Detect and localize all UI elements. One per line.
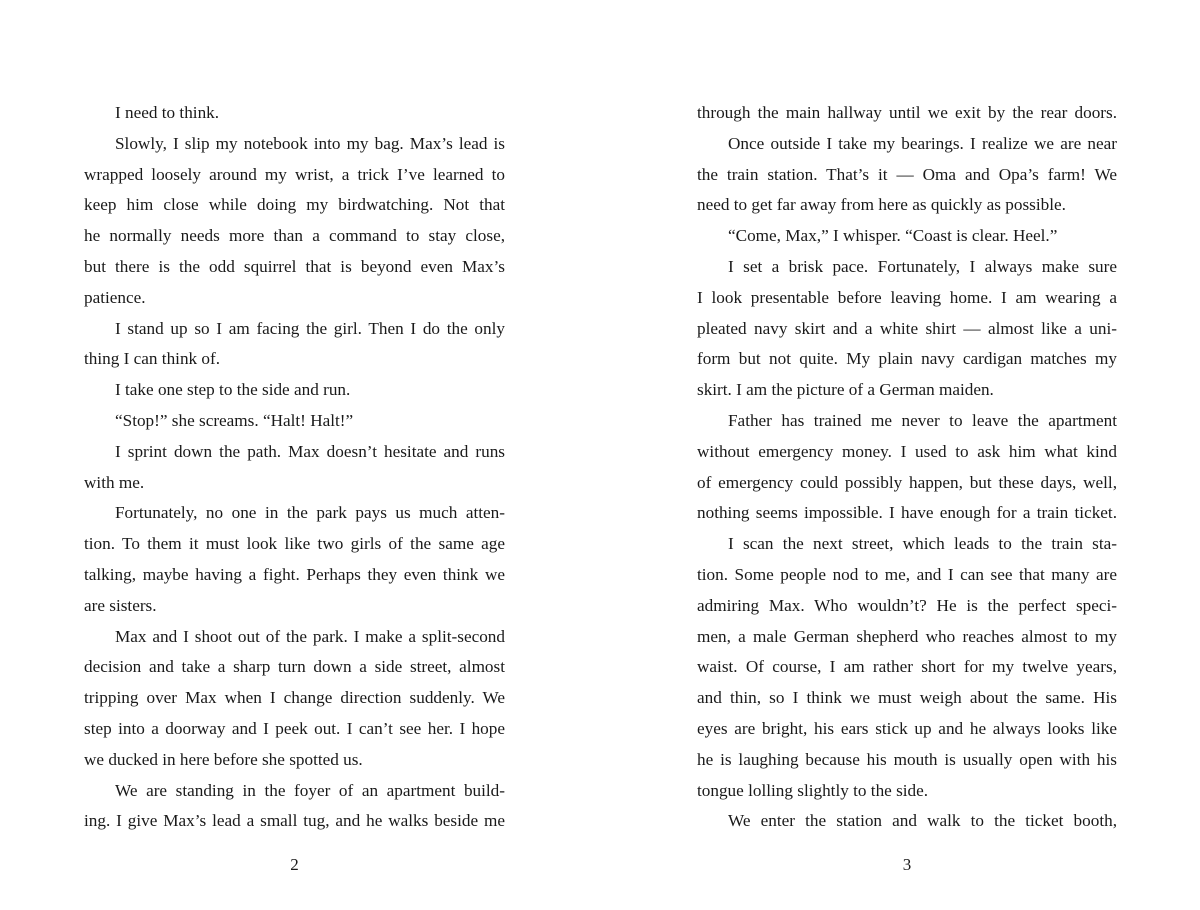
text-line: pleated navy skirt and a white shirt — almost like a uni-: [697, 318, 1117, 338]
text-line: Max and I shoot out of the park. I make a split-second: [115, 626, 505, 646]
text-line: Fortunately, no one in the park pays us much atten-: [115, 503, 505, 523]
text-line: nothing seems impossible. I have enough for a train ticket.: [697, 503, 1117, 523]
text-line: keep him close while doing my birdwatching. Not that: [84, 195, 505, 215]
text-line: I stand up so I am facing the girl. Then I do the only: [115, 318, 505, 338]
text-line: patience.: [84, 287, 146, 307]
text-line: I need to think.: [115, 103, 220, 122]
text-line: Once outside I take my bearings. I realize we are near: [728, 133, 1117, 153]
text-line: and thin, so I think we must weigh about the same. His: [697, 688, 1117, 708]
text-line: We are standing in the foyer of an apartment build-: [115, 780, 505, 800]
text-line: tripping over Max when I change direction suddenly. We: [84, 688, 505, 708]
text-line: decision and take a sharp turn down a side street, almost: [84, 657, 505, 677]
text-line: Slowly, I slip my notebook into my bag. Max’s lead is: [115, 133, 505, 153]
text-line: tion. To them it must look like two girls of the same age: [84, 534, 505, 554]
text-line: through the main hallway until we exit by the rear doors.: [697, 103, 1117, 122]
text-line: without emergency money. I used to ask him what kind: [697, 441, 1117, 461]
text-line: We enter the station and walk to the ticket booth,: [728, 811, 1117, 831]
left-page-number: 2: [290, 855, 299, 874]
text-line: men, a male German shepherd who reaches almost to my: [697, 626, 1117, 646]
left-page-text: [84, 98, 505, 837]
text-line: with me.: [84, 472, 145, 492]
right-page-text: [697, 98, 1117, 837]
text-line: he normally needs more than a command to stay close,: [84, 226, 505, 246]
text-line: talking, maybe having a fight. Perhaps they even think we: [84, 564, 505, 584]
text-line: form but not quite. My plain navy cardigan matches my: [697, 349, 1117, 369]
text-line: tion. Some people nod to me, and I can see that many are: [697, 564, 1117, 584]
text-line: need to get far away from here as quickly as possible.: [697, 195, 1066, 215]
text-line: “Stop!” she screams. “Halt! Halt!”: [115, 410, 354, 430]
text-line: I sprint down the path. Max doesn’t hesitate and runs: [115, 441, 505, 461]
right-page-number: 3: [902, 855, 912, 874]
text-line: I take one step to the side and run.: [115, 380, 351, 400]
text-line: admiring Max. Who wouldn’t? He is the perfect speci-: [697, 595, 1117, 615]
text-line: step into a doorway and I peek out. I can’t see her. I hope: [84, 718, 505, 738]
text-line: thing I can think of.: [84, 349, 221, 369]
text-line: I scan the next street, which leads to the train sta-: [728, 534, 1117, 554]
text-line: skirt. I am the picture of a German maiden.: [697, 380, 994, 400]
text-line: of emergency could possibly happen, but these days, well,: [697, 472, 1117, 492]
text-line: ing. I give Max’s lead a small tug, and he walks beside me: [84, 811, 505, 831]
text-line: I set a brisk pace. Fortunately, I always make sure: [728, 256, 1117, 276]
text-line: Father has trained me never to leave the apartment: [728, 410, 1117, 430]
right-page: [697, 0, 1117, 910]
left-page: [84, 0, 505, 910]
text-line: waist. Of course, I am rather short for my twelve years,: [697, 657, 1117, 677]
text-line: we ducked in here before she spotted us.: [84, 749, 363, 769]
text-line: but there is the odd squirrel that is beyond even Max’s: [84, 256, 505, 276]
text-line: eyes are bright, his ears stick up and he always looks like: [697, 718, 1117, 738]
text-line: I look presentable before leaving home. I am wearing a: [697, 287, 1117, 307]
text-line: are sisters.: [84, 595, 157, 615]
text-line: “Come, Max,” I whisper. “Coast is clear. Heel.”: [728, 226, 1058, 246]
text-line: wrapped loosely around my wrist, a trick I’ve learned to: [84, 164, 505, 184]
text-line: he is laughing because his mouth is usually open with his: [697, 749, 1117, 769]
text-line: the train station. That’s it — Oma and Opa’s farm! We: [697, 164, 1117, 184]
text-line: tongue lolling slightly to the side.: [697, 780, 929, 800]
